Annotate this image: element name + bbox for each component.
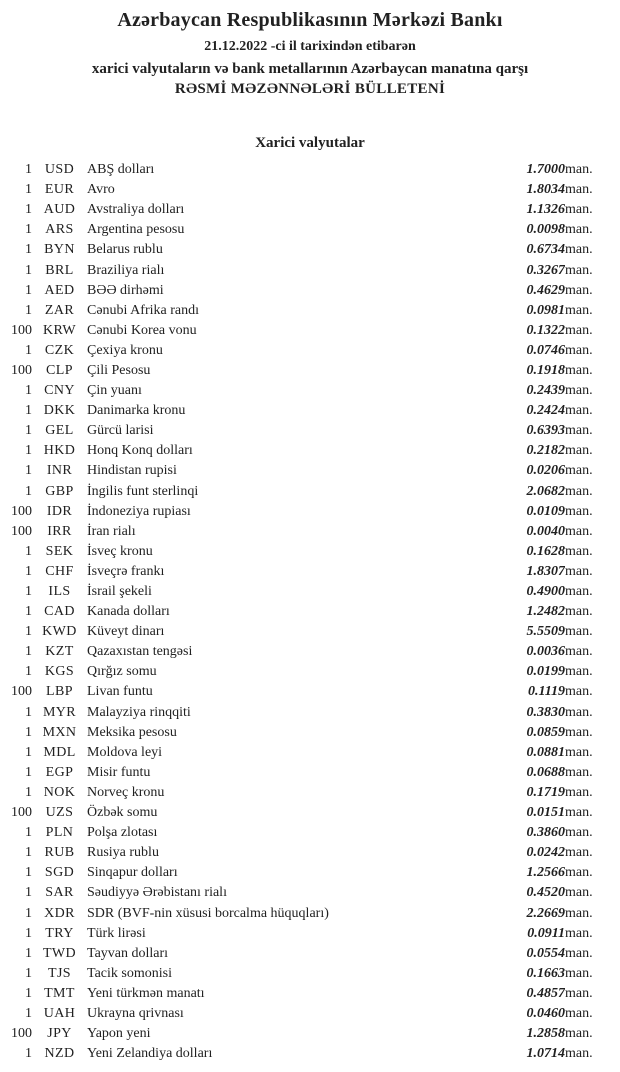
unit-label-cell: man. — [565, 463, 593, 479]
unit-label-cell: man. — [565, 242, 593, 258]
currency-name-cell: SDR (BVF-nin xüsusi borcalma hüquqları) — [87, 905, 329, 921]
currency-name-cell: Özbək somu — [87, 805, 158, 821]
currency-name-cell: Honq Konq dolları — [87, 443, 193, 459]
currency-code-cell: EGP — [45, 764, 74, 780]
unit-label-cell: man. — [565, 1026, 593, 1042]
currency-name-cell: Moldova leyi — [87, 744, 163, 760]
currency-code-cell: INR — [46, 463, 73, 479]
quantity-cell: 1 — [25, 563, 32, 579]
currency-name-cell: Ukrayna qrivnası — [87, 1005, 184, 1021]
currency-name-cell: Tacik somonisi — [87, 965, 172, 981]
rate-row — [1, 642, 605, 662]
quantity-cell: 1 — [25, 162, 32, 178]
currency-code-cell: BYN — [44, 242, 75, 258]
rate-row — [1, 502, 605, 522]
rate-value-cell: 0.3830 — [526, 704, 565, 720]
rate-value-cell: 0.0206 — [526, 463, 565, 479]
rate-value-cell: 1.2482 — [526, 604, 565, 620]
currency-name-cell: Livan funtu — [87, 684, 153, 700]
currency-code-cell: SEK — [45, 543, 74, 559]
currency-name-cell: İran rialı — [87, 523, 136, 539]
currency-name-cell: İndoneziya rupiası — [87, 503, 191, 519]
quantity-cell: 1 — [25, 784, 32, 800]
rate-value-cell: 1.1326 — [526, 202, 565, 218]
currency-name-cell: Danimarka kronu — [87, 403, 186, 419]
rate-value-cell: 0.1663 — [526, 965, 565, 981]
currency-code-cell: SGD — [44, 865, 75, 881]
currency-name-cell: İsrail şekeli — [87, 584, 152, 600]
rate-value-cell: 0.0040 — [526, 523, 565, 539]
rate-row — [1, 883, 605, 903]
currency-name-cell: BƏƏ dirhəmi — [87, 282, 164, 298]
rate-value-cell: 0.0036 — [526, 644, 565, 660]
unit-label-cell: man. — [565, 945, 593, 961]
rate-row — [1, 1024, 605, 1044]
currency-code-cell: KWD — [42, 624, 77, 640]
quantity-cell: 100 — [11, 503, 32, 519]
rate-value-cell: 0.0151 — [526, 805, 565, 821]
currency-code-cell: ILS — [48, 584, 71, 600]
unit-label-cell: man. — [565, 805, 593, 821]
quantity-cell: 1 — [25, 704, 32, 720]
rate-value-cell: 0.2439 — [526, 383, 565, 399]
rate-row — [1, 160, 605, 180]
quantity-cell: 1 — [25, 403, 32, 419]
rate-row — [1, 662, 605, 682]
currency-code-cell: AUD — [43, 202, 76, 218]
unit-label-cell: man. — [565, 423, 593, 439]
currency-code-cell: CNY — [44, 383, 75, 399]
rate-row — [1, 823, 605, 843]
currency-code-cell: LBP — [46, 684, 73, 700]
unit-label-cell: man. — [565, 222, 593, 238]
rate-row — [1, 401, 605, 421]
quantity-cell: 1 — [25, 242, 32, 258]
bulletin-subtitle: xarici valyutaların və bank metallarının Azərbaycan manatına qarşı — [91, 61, 529, 77]
rate-row — [1, 924, 605, 944]
currency-code-cell: NZD — [44, 1046, 75, 1062]
currency-name-cell: Cənubi Korea vonu — [87, 322, 197, 338]
bulletin-title: RƏSMİ MƏZƏNNƏLƏRİ BÜLLETENİ — [174, 81, 446, 97]
currency-name-cell: Səudiyyə Ərəbistanı rialı — [87, 885, 227, 901]
currency-code-cell: MXN — [42, 724, 77, 740]
currency-name-cell: Yeni türkmən manatı — [87, 985, 205, 1001]
currency-code-cell: CHF — [45, 563, 74, 579]
unit-label-cell: man. — [565, 1005, 593, 1021]
rate-value-cell: 1.8034 — [526, 182, 565, 198]
unit-label-cell: man. — [565, 302, 593, 318]
rate-value-cell: 2.0682 — [526, 483, 565, 499]
rate-value-cell: 0.2424 — [526, 403, 565, 419]
unit-label-cell: man. — [565, 342, 593, 358]
quantity-cell: 1 — [25, 202, 32, 218]
unit-label-cell: man. — [565, 584, 593, 600]
unit-label-cell: man. — [565, 684, 593, 700]
unit-label-cell: man. — [565, 182, 593, 198]
rate-value-cell: 0.0746 — [526, 342, 565, 358]
rate-value-cell: 0.0859 — [526, 724, 565, 740]
rate-row — [1, 984, 605, 1004]
quantity-cell: 1 — [25, 1046, 32, 1062]
quantity-cell: 1 — [25, 985, 32, 1001]
unit-label-cell: man. — [565, 825, 593, 841]
currency-name-cell: Çexiya kronu — [87, 342, 163, 358]
unit-label-cell: man. — [565, 262, 593, 278]
currency-name-cell: Malayziya rinqqiti — [87, 704, 191, 720]
currency-code-cell: UZS — [45, 805, 74, 821]
quantity-cell: 1 — [25, 664, 32, 680]
quantity-cell: 1 — [25, 965, 32, 981]
rate-value-cell: 0.1719 — [526, 784, 565, 800]
rate-value-cell: 0.2182 — [526, 443, 565, 459]
rate-value-cell: 0.1628 — [526, 543, 565, 559]
quantity-cell: 1 — [25, 443, 32, 459]
quantity-cell: 100 — [11, 362, 32, 378]
currency-name-cell: Polşa zlotası — [87, 825, 158, 841]
quantity-cell: 1 — [25, 423, 32, 439]
quantity-cell: 1 — [25, 644, 32, 660]
rate-value-cell: 0.4629 — [526, 282, 565, 298]
unit-label-cell: man. — [565, 985, 593, 1001]
rate-value-cell: 1.8307 — [526, 563, 565, 579]
currency-code-cell: IDR — [46, 503, 73, 519]
rate-row — [1, 944, 605, 964]
effective-date-line: 21.12.2022 -ci il tarixindən etibarən — [204, 39, 416, 54]
rate-row — [1, 763, 605, 783]
rate-value-cell: 0.0242 — [526, 845, 565, 861]
rate-value-cell: 1.2858 — [526, 1026, 565, 1042]
quantity-cell: 1 — [25, 744, 32, 760]
rate-value-cell: 0.1322 — [526, 322, 565, 338]
quantity-cell: 1 — [25, 925, 32, 941]
rate-row — [1, 562, 605, 582]
exchange-rates-table — [1, 160, 605, 1064]
currency-name-cell: Avro — [87, 182, 115, 198]
currency-name-cell: Misir funtu — [87, 764, 151, 780]
quantity-cell: 1 — [25, 724, 32, 740]
unit-label-cell: man. — [565, 383, 593, 399]
rate-row — [1, 341, 605, 361]
rate-row — [1, 522, 605, 542]
currency-name-cell: Meksika pesosu — [87, 724, 177, 740]
quantity-cell: 100 — [11, 322, 32, 338]
unit-label-cell: man. — [565, 704, 593, 720]
quantity-cell: 1 — [25, 604, 32, 620]
currency-code-cell: TRY — [45, 925, 74, 941]
rate-row — [1, 743, 605, 763]
unit-label-cell: man. — [565, 865, 593, 881]
currency-code-cell: MYR — [42, 704, 77, 720]
rate-row — [1, 723, 605, 743]
unit-label-cell: man. — [565, 644, 593, 660]
quantity-cell: 1 — [25, 543, 32, 559]
unit-label-cell: man. — [565, 744, 593, 760]
currency-name-cell: İsveçrə frankı — [87, 563, 165, 579]
currency-code-cell: KGS — [44, 664, 75, 680]
unit-label-cell: man. — [565, 784, 593, 800]
currency-code-cell: RUB — [44, 845, 75, 861]
quantity-cell: 1 — [25, 624, 32, 640]
rate-row — [1, 421, 605, 441]
section-title-foreign-currencies: Xarici valyutalar — [255, 135, 365, 151]
currency-code-cell: PLN — [45, 825, 74, 841]
currency-name-cell: Çili Pesosu — [87, 362, 151, 378]
quantity-cell: 100 — [11, 523, 32, 539]
currency-code-cell: ZAR — [44, 302, 75, 318]
quantity-cell: 1 — [25, 342, 32, 358]
currency-name-cell: Braziliya rialı — [87, 262, 165, 278]
quantity-cell: 1 — [25, 222, 32, 238]
currency-code-cell: KRW — [42, 322, 77, 338]
quantity-cell: 1 — [25, 483, 32, 499]
rate-row — [1, 200, 605, 220]
quantity-cell: 1 — [25, 1005, 32, 1021]
rate-value-cell: 5.5509 — [526, 624, 565, 640]
currency-code-cell: CLP — [46, 362, 73, 378]
currency-name-cell: Rusiya rublu — [87, 845, 159, 861]
quantity-cell: 100 — [11, 684, 32, 700]
quantity-cell: 1 — [25, 282, 32, 298]
currency-name-cell: ABŞ dolları — [87, 162, 155, 178]
rate-row — [1, 964, 605, 984]
currency-code-cell: AED — [44, 282, 75, 298]
exchange-rates-table-body — [1, 160, 605, 1064]
unit-label-cell: man. — [565, 503, 593, 519]
unit-label-cell: man. — [565, 162, 593, 178]
rate-value-cell: 0.0109 — [526, 503, 565, 519]
currency-name-cell: Gürcü larisi — [87, 423, 154, 439]
rate-row — [1, 461, 605, 481]
quantity-cell: 1 — [25, 865, 32, 881]
rate-value-cell: 0.0098 — [526, 222, 565, 238]
quantity-cell: 100 — [11, 805, 32, 821]
rate-row — [1, 482, 605, 502]
currency-code-cell: UAH — [43, 1005, 76, 1021]
currency-name-cell: Sinqapur dolları — [87, 865, 178, 881]
currency-code-cell: IRR — [47, 523, 72, 539]
quantity-cell: 1 — [25, 584, 32, 600]
rate-value-cell: 0.0199 — [526, 664, 565, 680]
unit-label-cell: man. — [565, 664, 593, 680]
currency-name-cell: Tayvan dolları — [87, 945, 169, 961]
unit-label-cell: man. — [565, 624, 593, 640]
rate-value-cell: 0.4520 — [526, 885, 565, 901]
currency-code-cell: TMT — [44, 985, 75, 1001]
rate-value-cell: 0.3267 — [526, 262, 565, 278]
quantity-cell: 1 — [25, 905, 32, 921]
rate-value-cell: 1.0714 — [526, 1046, 565, 1062]
currency-name-cell: Argentina pesosu — [87, 222, 185, 238]
rate-row — [1, 682, 605, 702]
rate-row — [1, 803, 605, 823]
quantity-cell: 1 — [25, 945, 32, 961]
unit-label-cell: man. — [565, 322, 593, 338]
rate-value-cell: 0.0981 — [526, 302, 565, 318]
rate-row — [1, 622, 605, 642]
rate-row — [1, 602, 605, 622]
rate-row — [1, 1044, 605, 1064]
currency-name-cell: Küveyt dinarı — [87, 624, 165, 640]
bank-title: Azərbaycan Respublikasının Mərkəzi Bankı — [117, 9, 503, 31]
rate-row — [1, 783, 605, 803]
unit-label-cell: man. — [565, 885, 593, 901]
rate-value-cell: 0.1918 — [526, 362, 565, 378]
unit-label-cell: man. — [565, 282, 593, 298]
rate-row — [1, 441, 605, 461]
currency-name-cell: İngilis funt sterlinqi — [87, 483, 199, 499]
rate-value-cell: 0.6734 — [526, 242, 565, 258]
unit-label-cell: man. — [565, 202, 593, 218]
rate-row — [1, 240, 605, 260]
currency-name-cell: Norveç kronu — [87, 784, 165, 800]
currency-code-cell: CAD — [44, 604, 75, 620]
rate-value-cell: 0.0881 — [526, 744, 565, 760]
rate-row — [1, 260, 605, 280]
unit-label-cell: man. — [565, 845, 593, 861]
currency-code-cell: MDL — [43, 744, 76, 760]
currency-name-cell: İsveç kronu — [87, 543, 153, 559]
currency-name-cell: Kanada dolları — [87, 604, 170, 620]
quantity-cell: 1 — [25, 845, 32, 861]
rate-value-cell: 2.2669 — [526, 905, 565, 921]
document-header — [0, 0, 620, 98]
currency-name-cell: Cənubi Afrika randı — [87, 302, 199, 318]
currency-code-cell: CZK — [44, 342, 75, 358]
currency-name-cell: Hindistan rupisi — [87, 463, 177, 479]
currency-code-cell: GBP — [45, 483, 74, 499]
rate-value-cell: 0.6393 — [526, 423, 565, 439]
quantity-cell: 1 — [25, 302, 32, 318]
quantity-cell: 1 — [25, 885, 32, 901]
rate-value-cell: 0.4857 — [526, 985, 565, 1001]
currency-code-cell: TWD — [42, 945, 77, 961]
rate-value-cell: 0.0911 — [527, 925, 565, 941]
quantity-cell: 1 — [25, 764, 32, 780]
unit-label-cell: man. — [565, 724, 593, 740]
quantity-cell: 1 — [25, 825, 32, 841]
rate-row — [1, 281, 605, 301]
unit-label-cell: man. — [565, 483, 593, 499]
unit-label-cell: man. — [565, 965, 593, 981]
currency-name-cell: Qazaxıstan tengəsi — [87, 644, 193, 660]
unit-label-cell: man. — [565, 403, 593, 419]
unit-label-cell: man. — [565, 1046, 593, 1062]
quantity-cell: 1 — [25, 463, 32, 479]
rate-value-cell: 0.0554 — [526, 945, 565, 961]
rate-row — [1, 321, 605, 341]
unit-label-cell: man. — [565, 563, 593, 579]
rate-row — [1, 361, 605, 381]
currency-name-cell: Türk lirəsi — [87, 925, 146, 941]
currency-code-cell: JPY — [47, 1026, 72, 1042]
currency-code-cell: HKD — [43, 443, 76, 459]
rate-value-cell: 1.7000 — [526, 162, 565, 178]
currency-code-cell: XDR — [44, 905, 75, 921]
quantity-cell: 100 — [11, 1026, 32, 1042]
rate-row — [1, 863, 605, 883]
unit-label-cell: man. — [565, 523, 593, 539]
quantity-cell: 1 — [25, 383, 32, 399]
rate-row — [1, 703, 605, 723]
currency-code-cell: DKK — [43, 403, 76, 419]
currency-code-cell: USD — [44, 162, 75, 178]
unit-label-cell: man. — [565, 362, 593, 378]
rate-value-cell: 0.4900 — [526, 584, 565, 600]
currency-name-cell: Avstraliya dolları — [87, 202, 185, 218]
rate-value-cell: 1.2566 — [526, 865, 565, 881]
quantity-cell: 1 — [25, 182, 32, 198]
rate-value-cell: 0.1119 — [528, 684, 565, 700]
currency-code-cell: NOK — [43, 784, 76, 800]
rate-row — [1, 180, 605, 200]
currency-name-cell: Yapon yeni — [87, 1026, 151, 1042]
unit-label-cell: man. — [565, 443, 593, 459]
rate-row — [1, 843, 605, 863]
quantity-cell: 1 — [25, 262, 32, 278]
rate-value-cell: 0.0460 — [526, 1005, 565, 1021]
rate-row — [1, 542, 605, 562]
currency-code-cell: BRL — [45, 262, 74, 278]
rate-value-cell: 0.3860 — [526, 825, 565, 841]
unit-label-cell: man. — [565, 925, 593, 941]
currency-name-cell: Yeni Zelandiya dolları — [87, 1046, 213, 1062]
currency-name-cell: Qırğız somu — [87, 664, 157, 680]
currency-code-cell: ARS — [45, 222, 74, 238]
rate-row — [1, 381, 605, 401]
unit-label-cell: man. — [565, 764, 593, 780]
rate-row — [1, 220, 605, 240]
currency-code-cell: TJS — [48, 965, 71, 981]
currency-code-cell: EUR — [44, 182, 75, 198]
currency-code-cell: GEL — [45, 423, 74, 439]
unit-label-cell: man. — [565, 604, 593, 620]
rate-value-cell: 0.0688 — [526, 764, 565, 780]
currency-name-cell: Belarus rublu — [87, 242, 163, 258]
currency-code-cell: SAR — [45, 885, 74, 901]
rate-row — [1, 582, 605, 602]
rate-row — [1, 903, 605, 923]
currency-code-cell: KZT — [45, 644, 74, 660]
unit-label-cell: man. — [565, 905, 593, 921]
rate-row — [1, 301, 605, 321]
currency-name-cell: Çin yuanı — [87, 383, 142, 399]
rate-row — [1, 1004, 605, 1024]
unit-label-cell: man. — [565, 543, 593, 559]
